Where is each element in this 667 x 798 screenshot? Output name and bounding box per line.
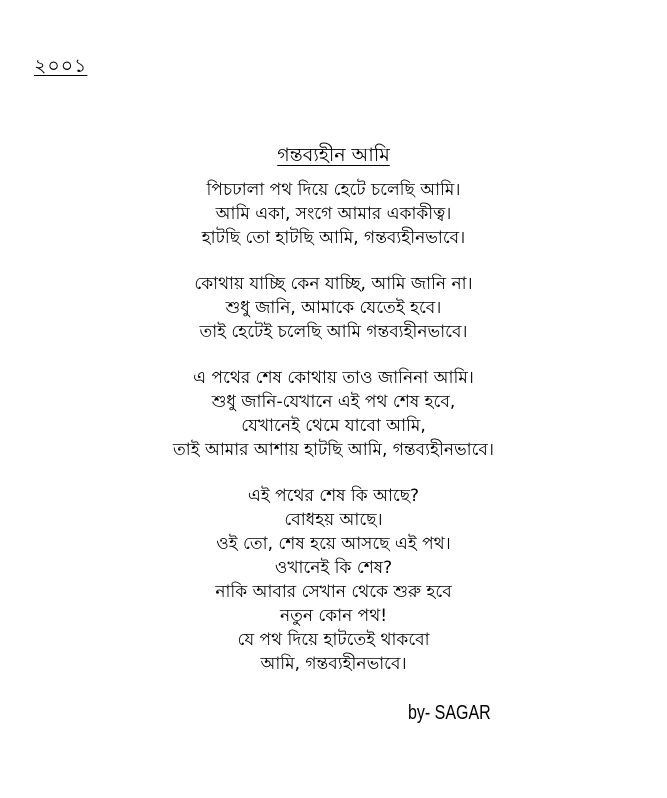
stanza-3 — [0, 366, 667, 462]
poem-body — [0, 178, 667, 698]
stanza-1 — [0, 178, 667, 250]
poem-line: আমি, গন্তব্যহীনভাবে। — [260, 654, 407, 674]
poem-line: হাটছি তো হাটছি আমি, গন্তব্যহীনভাবে। — [201, 228, 466, 248]
poem-line: নতুন কোন পথ! — [279, 606, 388, 626]
stanza-2 — [0, 272, 667, 344]
poem-line: শুধু জানি, আমাকে যেতেই হবে। — [225, 298, 442, 318]
poem-line: নাকি আবার সেখান থেকে শুরু হবে — [215, 582, 452, 602]
poem-line: তাই হেটেই চলেছি আমি গন্তব্যহীনভাবে। — [199, 322, 468, 342]
poem-line: আমি একা, সংগে আমার একাকীত্ব। — [215, 204, 452, 224]
poem-line: ওখানেই কি শেষ? — [274, 558, 393, 578]
poem-line: ওই তো, শেষ হয়ে আসছে এই পথ। — [216, 534, 451, 554]
year-heading: ২০০১ — [34, 55, 88, 77]
poem-line: কোথায় যাচ্ছি কেন যাচ্ছি, আমি জানি না। — [194, 274, 473, 294]
author-signature: by- SAGAR — [408, 702, 491, 724]
poem-line: তাই আমার আশায় হাটছি আমি, গন্তব্যহীনভাবে। — [173, 440, 494, 460]
poem-line: এই পথের শেষ কি আছে? — [247, 486, 420, 506]
poem-line: যেখানেই থেমে যাবো আমি, — [241, 416, 426, 436]
poem-line: বোধহয় আছে। — [284, 510, 383, 530]
poem-line: পিচঢালা পথ দিয়ে হেটে চলেছি আমি। — [206, 180, 461, 200]
stanza-4 — [0, 484, 667, 676]
poem-title — [0, 141, 667, 173]
poem-line: যে পথ দিয়ে হাটতেই থাকবো — [237, 630, 430, 650]
poem-line: এ পথের শেষ কোথায় তাও জানিনা আমি। — [193, 368, 474, 388]
poem-title-text: গন্তব্যহীন আমি — [277, 144, 390, 166]
poem-line: শুধু জানি-যেখানে এই পথ শেষ হবে, — [211, 392, 456, 412]
